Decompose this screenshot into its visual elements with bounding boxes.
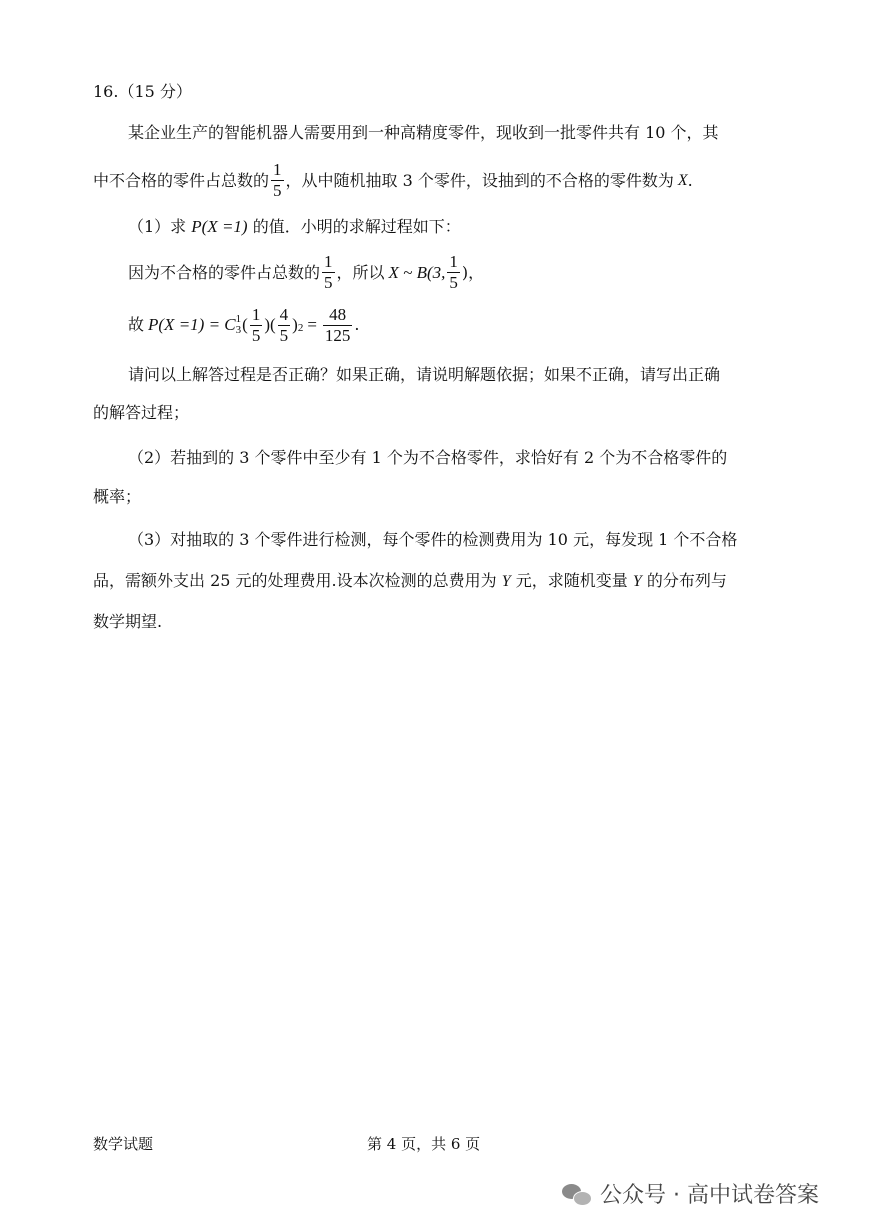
fraction-denominator: 5	[449, 273, 458, 292]
fraction-result	[323, 305, 353, 346]
part-3-line-1: （3）对抽取的 3 个零件进行检测，每个零件的检测费用为 10 元，每发现 1 个不合格	[128, 530, 738, 549]
part-2-line-1: （2）若抽到的 3 个零件中至少有 1 个为不合格零件，求恰好有 2 个为不合格零件的	[128, 448, 728, 467]
solution-line-2	[128, 302, 360, 348]
part-1-label: （1）求	[128, 217, 187, 236]
watermark-text: 公众号 · 高中试卷答案	[600, 1183, 819, 1208]
wechat-icon	[562, 1182, 592, 1206]
solution-2-label: 故	[128, 315, 145, 334]
fraction-numerator: 1	[449, 252, 458, 271]
binomial-distribution: X ~ B(3,	[388, 262, 446, 282]
exponent: 2	[297, 322, 304, 334]
stem-text-a: 中不合格的零件占总数的	[93, 170, 270, 190]
paren-open-1: (	[242, 315, 248, 334]
question-number: 16.（15 分）	[93, 82, 192, 101]
probability-expression: P(X =1) = C	[148, 315, 236, 334]
fraction-denominator: 5	[279, 325, 289, 345]
part-1-expression: P(X =1)	[191, 217, 248, 236]
combination-indices	[236, 314, 242, 336]
fraction-numerator: 1	[324, 252, 333, 271]
variable-y-2: Y	[632, 573, 642, 590]
part-3-text-c: 的分布列与	[646, 571, 727, 590]
question-stem-line-1: 某企业生产的智能机器人需要用到一种高精度零件，现收到一批零件共有 10 个，其	[128, 123, 719, 142]
solution-1-text-b: ，所以	[336, 262, 385, 282]
part-1-prompt	[128, 217, 461, 237]
question-stem-line-2	[93, 160, 693, 201]
fraction-numerator: 1	[251, 304, 261, 324]
paren-close-open: )(	[264, 315, 276, 334]
fraction-one-fifth	[271, 160, 284, 201]
question-prompt-line-1: 请问以上解答过程是否正确？如果正确，请说明解题依据；如果不正确，请写出正确	[128, 365, 721, 384]
fraction-one-fifth-3	[447, 252, 460, 293]
variable-x: X	[677, 171, 688, 189]
part-3-line-2	[93, 571, 727, 592]
fraction-denominator: 5	[273, 181, 282, 200]
combination-sub: 3	[235, 324, 242, 336]
fraction-one-fifth-4	[250, 305, 263, 346]
combination-sup: 1	[235, 313, 242, 325]
solution-1-close: )，	[461, 262, 485, 282]
fraction-numerator: 4	[279, 304, 289, 324]
fraction-denominator: 125	[324, 325, 351, 345]
stem-text-b: ，从中随机抽取 3 个零件，设抽到的不合格的零件数为	[285, 170, 674, 190]
part-3-text-b: 元，求随机变量	[515, 571, 628, 590]
solution-2-period: .	[354, 315, 360, 334]
watermark	[562, 1178, 819, 1209]
part-3-line-3: 数学期望.	[93, 612, 163, 631]
footer-subject: 数学试题	[93, 1135, 154, 1153]
part-2-line-2: 概率；	[93, 487, 142, 506]
stem-period: .	[687, 170, 693, 190]
question-prompt-line-2: 的解答过程；	[93, 403, 190, 422]
part-1-text: 的值．小明的求解过程如下：	[252, 217, 461, 236]
variable-y: Y	[501, 573, 511, 590]
fraction-four-fifths	[278, 305, 291, 346]
footer-page-info: 第 4 页，共 6 页	[367, 1135, 481, 1153]
fraction-denominator: 5	[251, 325, 261, 345]
fraction-numerator: 48	[323, 305, 353, 326]
fraction-numerator: 1	[273, 160, 282, 179]
solution-line-1	[128, 252, 484, 293]
equals-sign: =	[307, 315, 317, 334]
part-3-text-a: 品，需额外支出 25 元的处理费用.设本次检测的总费用为	[93, 571, 497, 590]
solution-1-text-a: 因为不合格的零件占总数的	[128, 262, 321, 282]
paren-close-2: )	[292, 315, 298, 334]
fraction-one-fifth-2	[322, 252, 335, 293]
fraction-denominator: 5	[324, 273, 333, 292]
